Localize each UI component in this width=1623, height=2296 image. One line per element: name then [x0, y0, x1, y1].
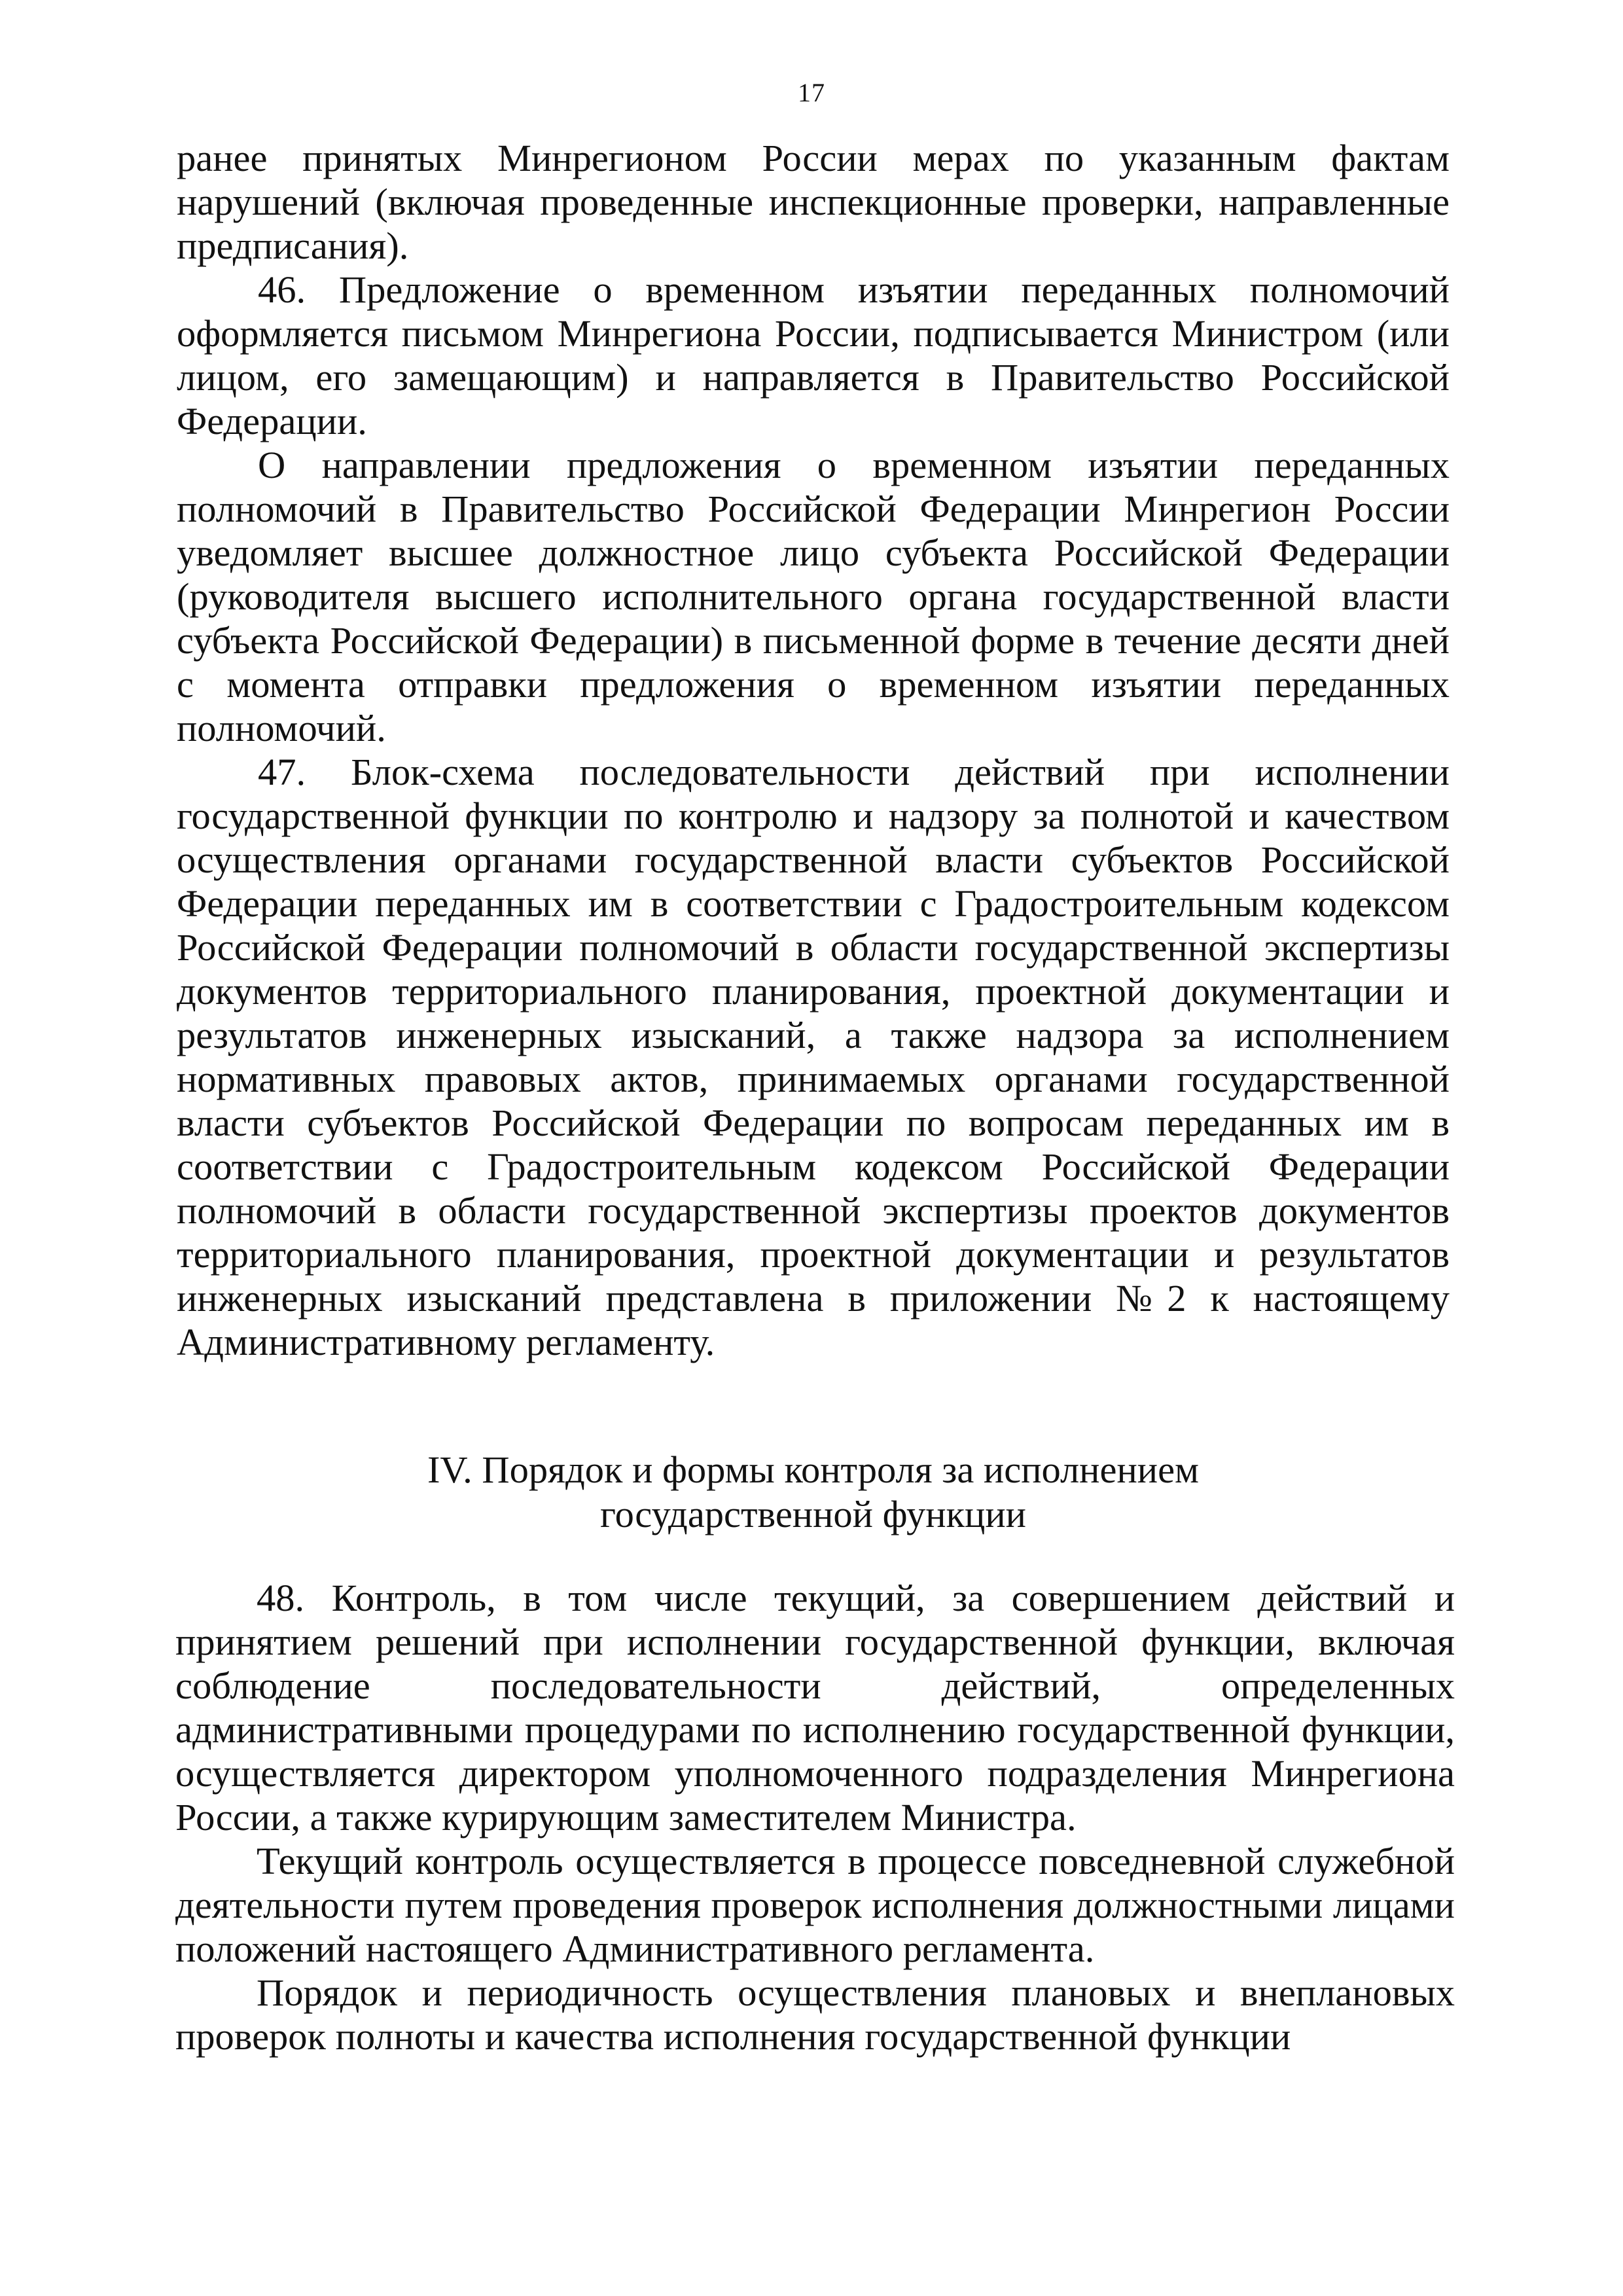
- paragraph-47: 47. Блок-схема последовательности действий при исполнении государственной функции по контролю и надзору за полнотой и качеством осуществления органами государственной власти субъектов Российской Федерации переданных им в соответствии с Градостроительным кодексом Российской Федерации полномочий в области государственной экспертизы документов территориального планирования, проектной документации и результатов инженерных изысканий, а также надзора за исполнением нормативных правовых актов, принимаемых органами государственной власти субъектов Российской Федерации по вопросам переданных им в соответствии с Градостроительным кодексом Российской Федерации полномочий в области государственной экспертизы проектов документов территориального планирования, проектной документации и результатов инженерных изысканий представлена в приложении №2 к настоящему Административному регламенту.: [177, 751, 1450, 1363]
- page-number: 17: [798, 78, 825, 107]
- body-text-before-heading: [177, 136, 1450, 1364]
- paragraph-continuation: ранее принятых Минрегионом России мерах по указанным фактам нарушений (включая проведенные инспекционные проверки, направленные предписания).: [177, 137, 1450, 267]
- paragraph-current-control: Текущий контроль осуществляется в процессе повседневной служебной деятельности путем проведения проверок исполнения должностными лицами положений настоящего Административного регламента.: [175, 1840, 1455, 1970]
- paragraph-inspection-order: Порядок и периодичность осуществления плановых и внеплановых проверок полноты и качества исполнения государственной функции: [175, 1971, 1455, 2058]
- paragraph-48: 48. Контроль, в том числе текущий, за совершением действий и принятием решений при исполнении государственной функции, включая соблюдение последовательности действий, определенных административными процедурами по исполнению государственной функции, осуществляется директором уполномоченного подразделения Минрегиона России, а также курирующим заместителем Министра.: [175, 1577, 1455, 1839]
- section-heading: [177, 1448, 1450, 1537]
- section-heading-line-1: IV. Порядок и формы контроля за исполнением: [427, 1448, 1200, 1491]
- body-text-after-heading: [175, 1576, 1455, 2058]
- paragraph-notification: О направлении предложения о временном изъятии переданных полномочий в Правительство Российской Федерации Минрегион России уведомляет высшее должностное лицо субъекта Российской Федерации (руководителя высшего исполнительного органа государственной власти субъекта Российской Федерации) в письменной форме в течение десяти дней с момента отправки предложения о временном изъятии переданных полномочий.: [177, 444, 1450, 749]
- section-heading-line-2: государственной функции: [600, 1493, 1026, 1535]
- paragraph-46: 46. Предложение о временном изъятии переданных полномочий оформляется письмом Минрегиона России, подписывается Министром (или лицом, его замещающим) и направляется в Правительство Российской Федерации.: [177, 268, 1450, 442]
